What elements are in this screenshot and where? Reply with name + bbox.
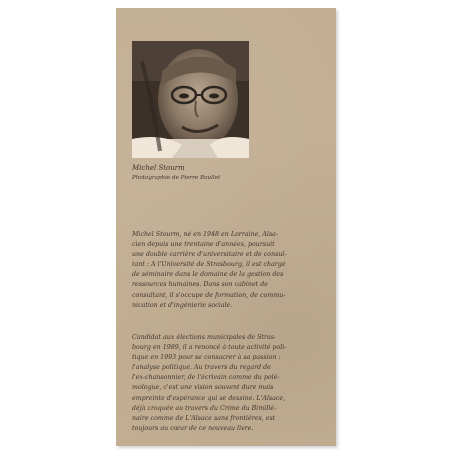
text-line: Candidat aux élections municipales de Stras-: [132, 334, 277, 341]
photo-caption-credit: Photographie de Pierre Boullet: [132, 175, 221, 181]
text-line: tant : A l'Université de Strasbourg, il est chargé: [132, 261, 286, 269]
text-line: mologue, c'est une vision souvent dure mais: [132, 384, 274, 392]
text-line: Michel Stourm, né en 1948 en Lorraine, Alsa-: [132, 231, 279, 238]
text-line: de séminaire dans le domaine de la gestion des: [132, 271, 284, 279]
text-line: bourg en 1989, il a renoncé à toute activité poli-: [132, 344, 287, 352]
text-line: ressources humaines. Dans son cabinet de: [132, 281, 268, 289]
text-line: déjà croquée au travers du Crime du Bimillé-: [132, 404, 277, 412]
photo-caption-name: Michel Stourm: [132, 164, 185, 172]
text-line: une double carrière d'universitaire et de consul-: [132, 251, 287, 259]
bio-paragraph-2: [132, 333, 322, 434]
text-line: naire comme de L'Alsace sans frontières, est: [132, 414, 276, 422]
text-line: empreinte d'espérance qui se dessine. L'Alsace,: [132, 394, 286, 402]
bio-paragraph-1: [132, 230, 322, 311]
text-line: consultant, il s'occupe de formation, de commu-: [132, 291, 286, 299]
text-line: l'ex-chansonnier, de l'écrivain comme du polé-: [132, 374, 280, 382]
text-line: l'analyse politique. Au travers du regard de: [132, 364, 271, 372]
text-line: tique en 1993 pour se consacrer à sa passion :: [132, 354, 281, 362]
back-cover: [116, 8, 336, 446]
text-line: toujours au cœur de ce nouveau livre.: [132, 424, 254, 432]
author-photo: [132, 41, 249, 158]
text-line: cien depuis une trentaine d'années, poursuit: [132, 241, 275, 249]
author-portrait-image: [132, 41, 249, 158]
text-line: nication et d'ingénierie sociale.: [132, 301, 233, 309]
